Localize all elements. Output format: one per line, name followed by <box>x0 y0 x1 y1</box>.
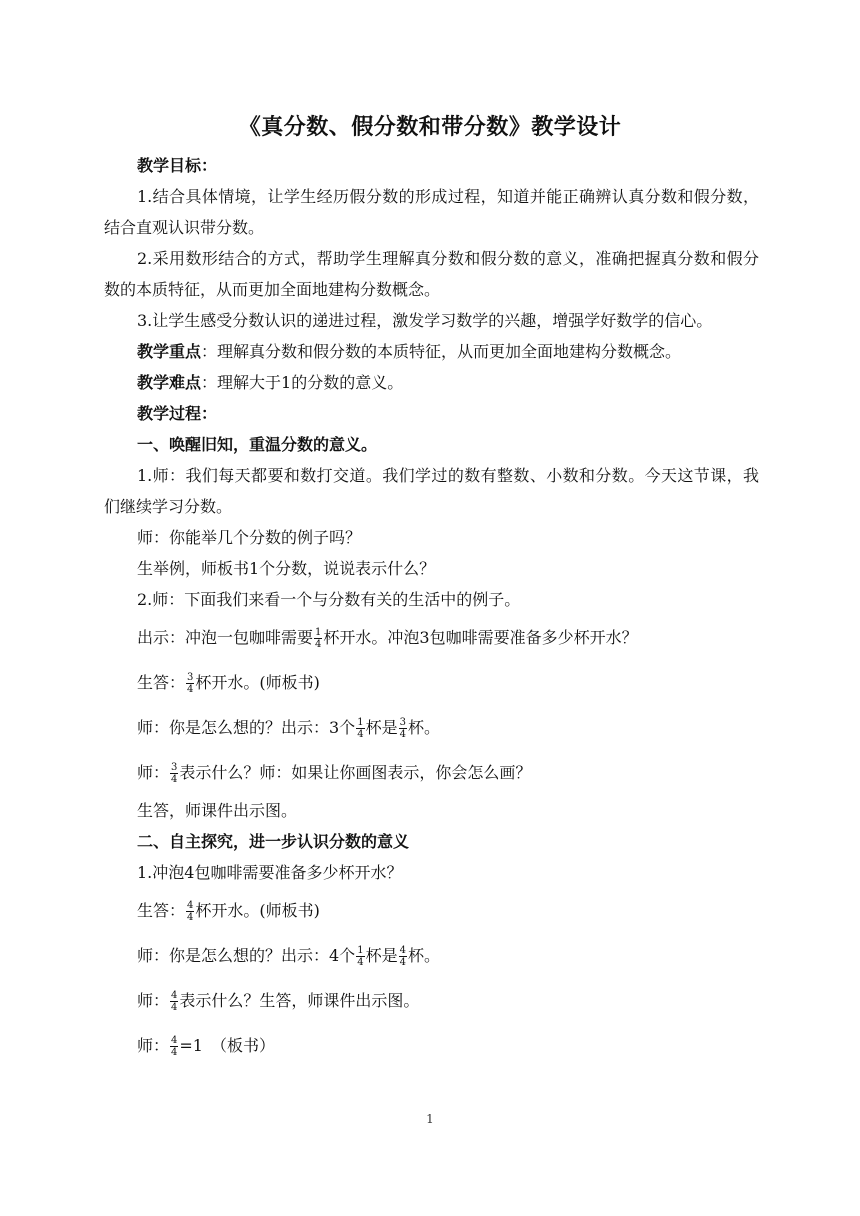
fraction-four-quarters <box>170 1035 178 1058</box>
section1-para-8 <box>104 750 759 795</box>
document-title: 《真分数、假分数和带分数》教学设计 <box>238 115 622 140</box>
fraction-denominator: 4 <box>171 1002 178 1013</box>
text-span: 出示：冲泡一包咖啡需要 <box>137 628 314 647</box>
fraction-denominator: 4 <box>315 639 322 650</box>
fraction-one-quarter <box>314 627 322 650</box>
section1-para-5 <box>104 615 759 660</box>
section1-para-7 <box>104 705 759 750</box>
text-span: 杯开水。(师板书) <box>195 901 320 920</box>
fraction-denominator: 4 <box>187 684 194 695</box>
difficulty-label: 教学难点 <box>137 373 202 392</box>
fraction-numerator: 4 <box>187 900 194 911</box>
section2-heading: 二、自主探究，进一步认识分数的意义 <box>137 832 410 851</box>
difficulty-text: ：理解大于1的分数的意义。 <box>201 373 404 392</box>
section1-para-1: 1.师：我们每天都要和数打交道。我们学过的数有整数、小数和分数。今天这节课，我们继续学习分数。 <box>104 466 759 516</box>
fraction-denominator: 4 <box>187 912 194 923</box>
text-span: 师：你是怎么想的？出示：3个 <box>137 718 356 737</box>
fraction-three-quarters <box>399 717 407 740</box>
document-body <box>104 150 759 1068</box>
fraction-four-quarters <box>399 945 407 968</box>
text-span: 杯开水。(师板书) <box>195 673 320 692</box>
fraction-denominator: 4 <box>399 957 406 968</box>
section1-para-2: 师：你能举几个分数的例子吗？ <box>137 528 362 547</box>
text-span: 师： <box>137 1036 170 1055</box>
text-span: 师： <box>137 991 170 1010</box>
process-heading: 教学过程： <box>137 404 218 423</box>
difficulty-line <box>104 367 759 398</box>
section2-para-2 <box>104 888 759 933</box>
key-point-line <box>104 336 759 367</box>
fraction-numerator: 3 <box>171 762 178 773</box>
fraction-one-quarter <box>356 717 364 740</box>
section1-para-3: 生举例，师板书1个分数，说说表示什么？ <box>137 559 436 578</box>
fraction-numerator: 4 <box>399 945 406 956</box>
text-span: 杯。 <box>407 718 440 737</box>
text-span: 师： <box>137 763 170 782</box>
fraction-numerator: 1 <box>315 627 322 638</box>
fraction-four-quarters <box>170 990 178 1013</box>
fraction-numerator: 4 <box>171 1035 178 1046</box>
section1-para-9: 生答，师课件出示图。 <box>137 801 298 820</box>
text-span: 杯是 <box>365 946 398 965</box>
page-number: 1 <box>426 1112 434 1126</box>
key-point-text: ：理解真分数和假分数的本质特征，从而更加全面地建构分数概念。 <box>201 342 682 361</box>
section2-para-1: 1.冲泡4包咖啡需要准备多少杯开水？ <box>137 863 403 882</box>
section1-heading: 一、唤醒旧知，重温分数的意义。 <box>137 435 378 454</box>
section1-para-4: 2.师：下面我们来看一个与分数有关的生活中的例子。 <box>137 590 521 609</box>
text-span: 杯是 <box>365 718 398 737</box>
fraction-denominator: 4 <box>171 1047 178 1058</box>
fraction-denominator: 4 <box>171 774 178 785</box>
text-span: 杯开水。冲泡3包咖啡需要准备多少杯开水？ <box>323 628 638 647</box>
text-span: 表示什么？师：如果让你画图表示，你会怎么画？ <box>179 763 532 782</box>
fraction-one-quarter <box>356 945 364 968</box>
fraction-denominator: 4 <box>357 957 364 968</box>
fraction-numerator: 4 <box>171 990 178 1001</box>
fraction-numerator: 3 <box>187 672 194 683</box>
section2-para-3 <box>104 933 759 978</box>
text-span: 表示什么？生答，师课件出示图。 <box>179 991 420 1010</box>
objectives-heading: 教学目标： <box>137 156 218 175</box>
text-span: 杯。 <box>407 946 440 965</box>
section1-para-6 <box>104 660 759 705</box>
objective-2: 2.采用数形结合的方式，帮助学生理解真分数和假分数的意义，准确把握真分数和假分数的本质特征，从而更加全面地建构分数概念。 <box>104 249 759 299</box>
fraction-numerator: 1 <box>357 945 364 956</box>
fraction-three-quarters <box>186 672 194 695</box>
text-span: 生答： <box>137 901 186 920</box>
fraction-three-quarters <box>170 762 178 785</box>
fraction-denominator: 4 <box>357 729 364 740</box>
text-span: 生答： <box>137 673 186 692</box>
fraction-four-quarters <box>186 900 194 923</box>
objective-3: 3.让学生感受分数认识的递进过程，激发学习数学的兴趣，增强学好数学的信心。 <box>137 311 713 330</box>
section2-para-5 <box>104 1023 759 1068</box>
fraction-numerator: 3 <box>399 717 406 728</box>
text-span: =1 （板书） <box>179 1036 275 1055</box>
fraction-denominator: 4 <box>399 729 406 740</box>
fraction-numerator: 1 <box>357 717 364 728</box>
key-point-label: 教学重点 <box>137 342 202 361</box>
objective-1: 1.结合具体情境，让学生经历假分数的形成过程，知道并能正确辨认真分数和假分数，结合直观认识带分数。 <box>104 187 759 237</box>
text-span: 师：你是怎么想的？出示：4个 <box>137 946 356 965</box>
section2-para-4 <box>104 978 759 1023</box>
